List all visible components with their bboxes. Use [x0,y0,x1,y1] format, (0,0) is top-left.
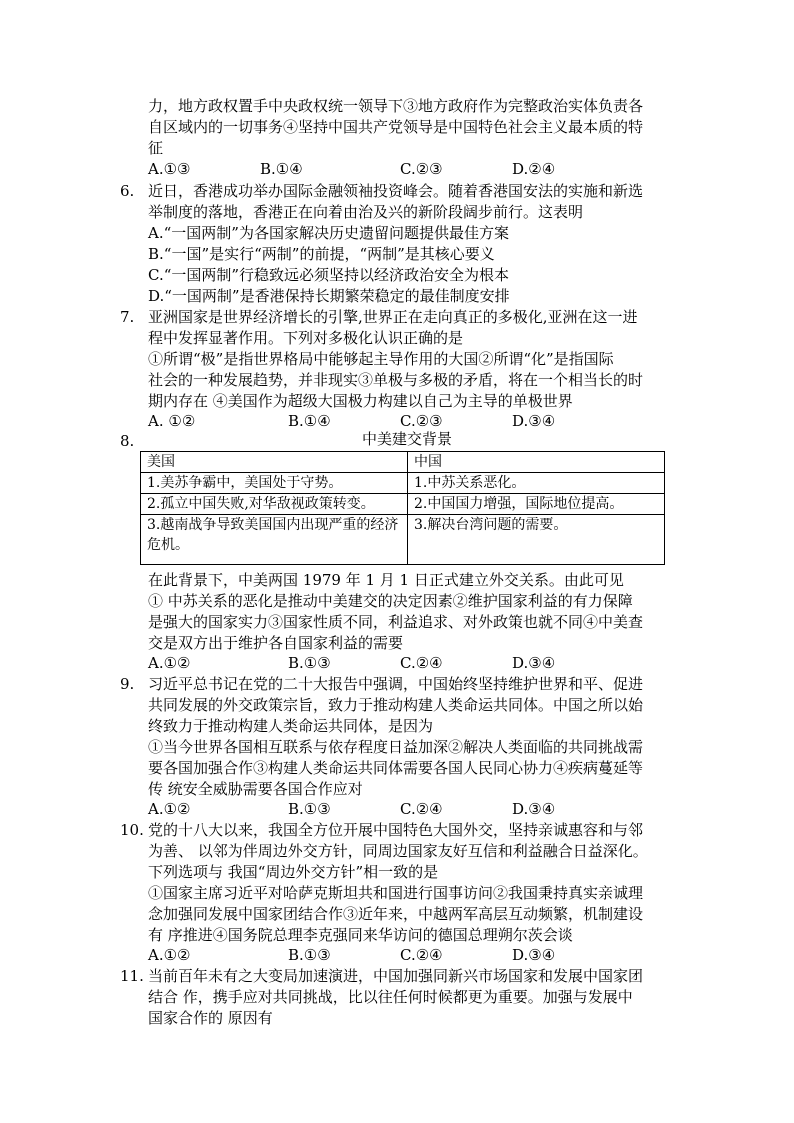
q8-line-3: 是强大的国家实力③国家性质不同，利益追求、对外政策也就不同④中美查 [148,613,644,631]
table-cell: 3.解决台湾问题的需要。 [408,515,665,565]
table-header-row [141,452,665,473]
q10-line-6: 有 序推进④国务院总理李克强同来华访问的德国总理朔尔茨会谈 [148,926,573,944]
q8-option-a: A.①② [148,654,191,672]
q6-option-d: D.“一国两制”是香港保持长期繁荣稳定的最佳制度安排 [148,287,510,305]
q5-option-c: C.②③ [400,160,443,178]
q9-line-6: 传 统安全威胁需要各国合作应对 [148,780,363,798]
q9-line-1: 习近平总书记在党的二十大报告中强调，中国始终坚持维护世界和平、促进 [148,675,644,693]
q6-number: 6. [120,182,135,200]
q10-option-b: B.①③ [288,946,331,964]
table-cell: 1.中苏关系恶化。 [408,473,665,494]
q8-table-title: 中美建交背景 [361,430,452,448]
q7-option-b: B.①④ [288,412,331,430]
q7-option-c: C.②③ [400,412,443,430]
q7-line-2: 程中发挥显著作用。下列对多极化认识正确的是 [148,329,464,347]
q6-line-2: 举制度的落地，香港正在向着由治及兴的新阶段阔步前行。这表明 [148,203,584,221]
q11-number: 11. [120,967,144,985]
q10-line-2: 为善、 以邻为伴周边外交方针，同周边国家友好互信和利益融合日益深化。 [148,842,648,860]
q11-line-3: 国家合作的 原因有 [148,1009,273,1027]
q9-option-c: C.②④ [400,800,443,818]
q9-option-a: A.①② [148,800,191,818]
q9-option-d: D.③④ [512,800,556,818]
q7-option-d: D.③④ [512,412,556,430]
q6-line-1: 近日，香港成功举办国际金融领袖投资峰会。随着香港国安法的实施和新选 [148,182,644,200]
table-cell: 2.孤立中国失败,对华敌视政策转变。 [141,494,408,515]
q5-option-a: A.①③ [148,160,191,178]
q6-option-a: A.“一国两制”为各国家解决历史遗留问题提供最佳方案 [148,224,509,242]
q7-line-4: 社会的一种发展趋势，并非现实③单极与多极的矛盾，将在一个相当长的时 [148,371,644,389]
table-cell: 3.越南战争导致美国国内出现严重的经济危机。 [141,515,408,565]
q8-background-table [140,451,665,565]
table-row [141,515,665,565]
q11-line-2: 结合 作，携手应对共同挑战，比以往任何时候都更为重要。加强与发展中 [148,988,633,1006]
q8-number: 8. [120,432,135,450]
q6-option-b: B.“一国”是实行“两制”的前提，“两制”是其核心要义 [148,245,495,263]
q8-option-b: B.①③ [288,654,331,672]
q7-number: 7. [120,308,135,326]
q10-line-1: 党的十八大以来，我国全方位开展中国特色大国外交，坚持亲诚惠容和与邻 [148,821,644,839]
q8-line-1: 在此背景下，中美两国 1979 年 1 月 1 日正式建立外交关系。由此可见 [148,571,624,589]
q9-line-5: 要各国加强合作③构建人类命运共同体需要各国人民同心协力④疾病蔓延等 [148,759,644,777]
q10-line-5: 念加强同发展中国家团结合作③近年来，中越两军高层互动频繁，机制建设 [148,905,644,923]
q10-line-3: 下列选项与 我国“周边外交方针”相一致的是 [148,863,439,881]
q9-line-2: 共同发展的外交政策宗旨，致力于推动构建人类命运共同体。中国之所以始 [148,696,644,714]
q8-line-2: ① 中苏关系的恶化是推动中美建交的决定因素②维护国家利益的有力保障 [148,592,633,610]
q11-line-1: 当前百年未有之大变局加速演进，中国加强同新兴市场国家和发展中国家团 [148,967,644,985]
table-row [141,473,665,494]
q5-option-d: D.②④ [512,160,556,178]
q10-option-c: C.②④ [400,946,443,964]
q9-number: 9. [120,675,135,693]
q8-option-d: D.③④ [512,654,556,672]
q5-option-b: B.①④ [260,160,303,178]
table-cell: 2.中国国力增强，国际地位提高。 [408,494,665,515]
table-header-china: 中国 [408,452,665,473]
q10-line-4: ①国家主席习近平对哈萨克斯坦共和国进行国事访问②我国秉持真实亲诚理 [148,884,644,902]
table-cell: 1.美苏争霸中，美国处于守势。 [141,473,408,494]
q6-option-c: C.“一国两制”行稳致远必须坚持以经济政治安全为根本 [148,266,510,284]
q9-option-b: B.①③ [288,800,331,818]
q5-line-1: 力，地方政权置手中央政权统一领导下③地方政府作为完整政治实体负责各 [148,97,644,115]
q5-line-2: 自区域内的一切事务④坚持中国共产党领导是中国特色社会主义最本质的特 [148,118,644,136]
q8-option-c: C.②④ [400,654,443,672]
q10-option-a: A.①② [148,946,191,964]
q8-line-4: 交是双方出于维护各自国家利益的需要 [148,634,404,652]
q7-line-5: 期内存在 ④美国作为超级大国极力构建以自己为主导的单极世界 [148,392,573,410]
table-header-usa: 美国 [141,452,408,473]
q10-number: 10. [120,821,144,839]
table-row [141,494,665,515]
q7-line-3: ①所谓“极”是指世界格局中能够起主导作用的大国②所谓“化”是指国际 [148,350,614,368]
q7-option-a: A. ①② [148,412,196,430]
q5-line-3: 征 [148,139,164,157]
q7-line-1: 亚洲国家是世界经济增长的引擎,世界正在走向真正的多极化,亚洲在这一进 [148,308,638,326]
q10-option-d: D.③④ [512,946,556,964]
q9-line-4: ①当今世界各国相互联系与依存程度日益加深②解决人类面临的共同挑战需 [148,738,644,756]
q9-line-3: 终致力于推动构建人类命运共同体，是因为 [148,717,434,735]
